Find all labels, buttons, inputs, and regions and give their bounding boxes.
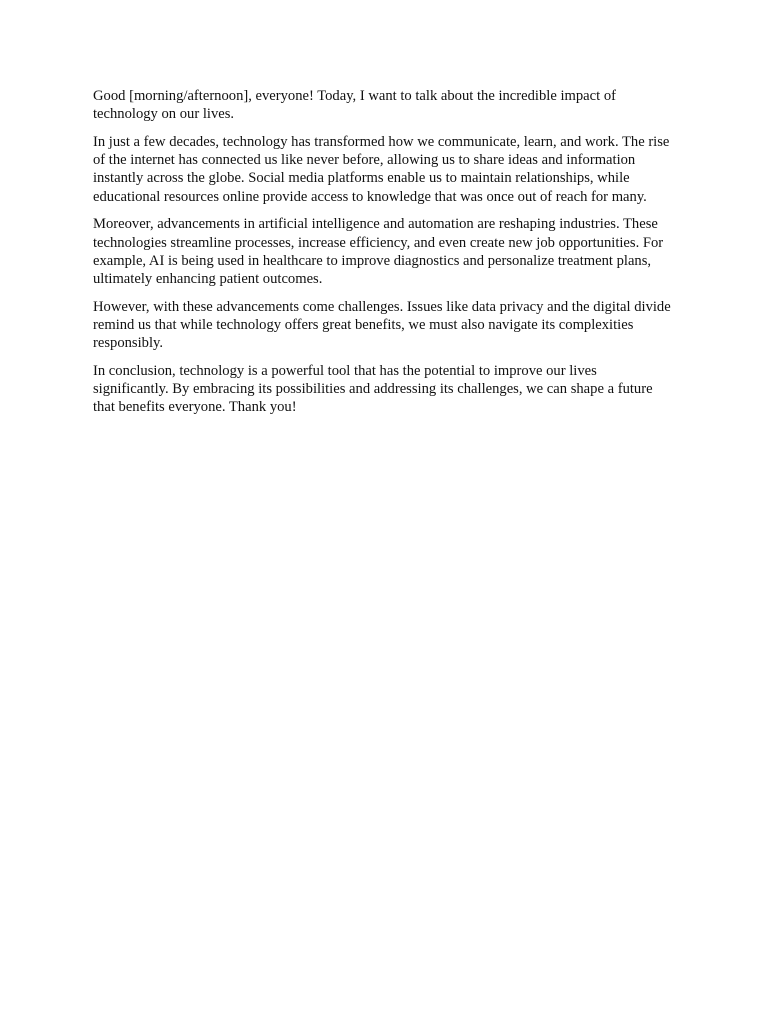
paragraph-challenges: However, with these advancements come challenges. Issues like data privacy and the digital divide remind us that while technology offers great benefits, we must also navigate its complexities responsibly. <box>93 298 671 352</box>
paragraph-ai-automation: Moreover, advancements in artificial intelligence and automation are reshaping industries. These technologies streamline processes, increase efficiency, and even create new job opportunities. For example, AI is being used in healthcare to improve diagnostics and personalize treatment plans, ultimately enhancing patient outcomes. <box>93 216 664 288</box>
paragraph-transformation: In just a few decades, technology has transformed how we communicate, learn, and work. The rise of the internet has connected us like never before, allowing us to share ideas and information instantly across the globe. Social media platforms enable us to maintain relationships, while educational resources online provide access to knowledge that was once out of reach for many. <box>93 134 670 205</box>
document-body <box>93 87 675 426</box>
paragraph-conclusion: In conclusion, technology is a powerful tool that has the potential to improve our lives significantly. By embracing its possibilities and addressing its challenges, we can shape a future that benefits everyone. Thank you! <box>93 363 653 416</box>
paragraph-intro: Good [morning/afternoon], everyone! Today, I want to talk about the incredible impact of technology on our lives. <box>93 88 616 123</box>
